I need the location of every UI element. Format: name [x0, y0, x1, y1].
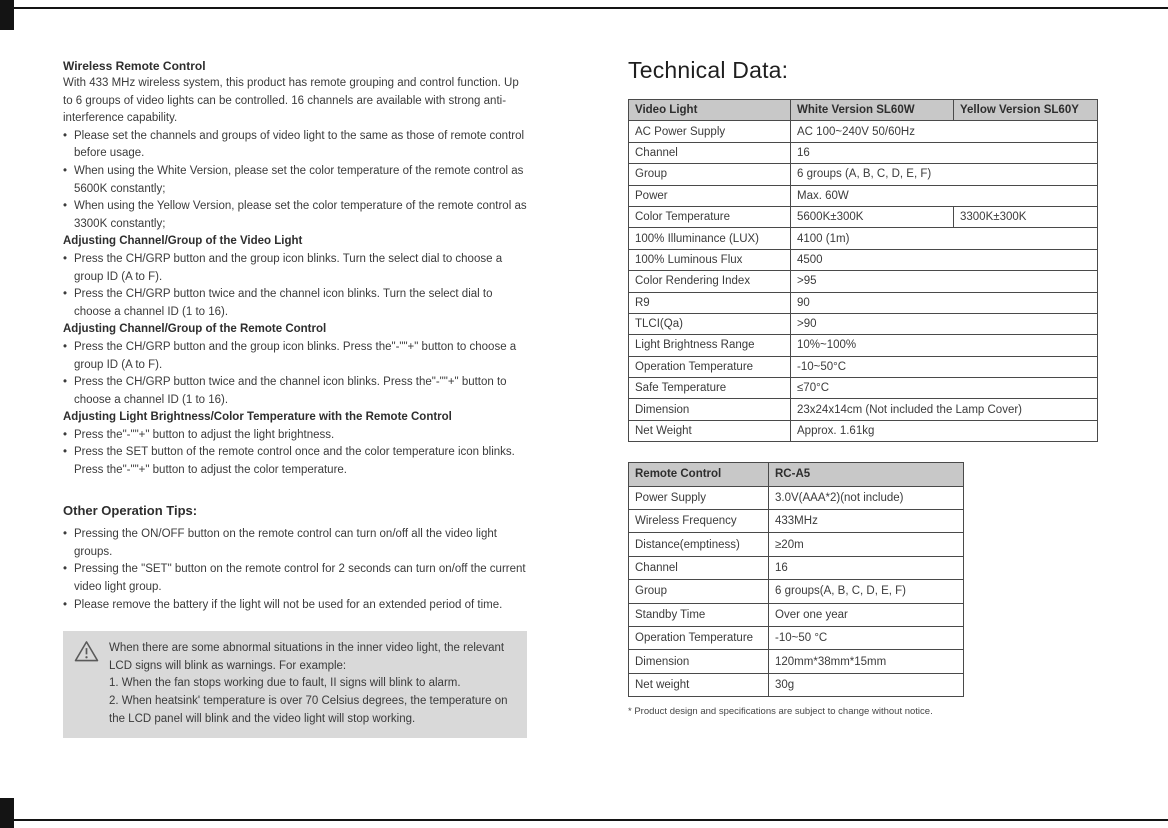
table-row: [629, 313, 1098, 334]
spec-value: 90: [791, 292, 1098, 313]
spec-value: >90: [791, 313, 1098, 334]
table-header-row: [629, 463, 964, 486]
adjust-brightness-list: [63, 427, 529, 480]
table-row: [629, 626, 964, 649]
spec-value: Approx. 1.61kg: [791, 420, 1098, 441]
spec-value: 120mm*38mm*15mm: [769, 650, 964, 673]
spec-value-yellow: 3300K±300K: [954, 206, 1098, 227]
table-row: [629, 399, 1098, 420]
warning-triangle-icon: [74, 640, 99, 662]
spec-value: 6 groups (A, B, C, D, E, F): [791, 164, 1098, 185]
spec-value: -10~50 °C: [769, 626, 964, 649]
table-row: [629, 185, 1098, 206]
spec-value: 433MHz: [769, 510, 964, 533]
spec-value: ≤70°C: [791, 378, 1098, 399]
table-row: [629, 378, 1098, 399]
warning-text-line: 1. When the fan stops working due to fault, II signs will blink to alarm.: [109, 677, 461, 690]
spec-label: Power: [629, 185, 791, 206]
adjust-remote-control-list: [63, 339, 529, 409]
spec-value: 16: [791, 142, 1098, 163]
spec-value: 4500: [791, 249, 1098, 270]
specifications-footnote: * Product design and specifications are subject to change without notice.: [628, 706, 933, 718]
table-row: [629, 673, 964, 696]
spec-label: Power Supply: [629, 486, 769, 509]
subheading-adjust-video-light: Adjusting Channel/Group of the Video Light: [63, 235, 303, 248]
spec-label: Dimension: [629, 650, 769, 673]
spec-label: AC Power Supply: [629, 121, 791, 142]
spec-value: 3.0V(AAA*2)(not include): [769, 486, 964, 509]
video-light-spec-table: [628, 99, 1098, 442]
spec-label: Channel: [629, 142, 791, 163]
wireless-bullet-list: [63, 128, 529, 234]
column-header: Yellow Version SL60Y: [954, 100, 1098, 121]
spec-label: TLCI(Qa): [629, 313, 791, 334]
table-row: [629, 121, 1098, 142]
column-header: Remote Control: [629, 463, 769, 486]
table-row: [629, 650, 964, 673]
table-row: [629, 164, 1098, 185]
spec-value: Over one year: [769, 603, 964, 626]
table-row: [629, 556, 964, 579]
spec-label: Distance(emptiness): [629, 533, 769, 556]
list-item: • Pressing the ON/OFF button on the remote control can turn on/off all the video light groups.: [63, 526, 529, 561]
list-item: • Press the CH/GRP button and the group icon blinks. Press the"-""+" button to choose a group ID (A to F).: [63, 339, 529, 374]
table-row: [629, 510, 964, 533]
adjust-video-light-list: [63, 251, 529, 321]
remote-control-spec-table: [628, 462, 964, 697]
table-row: [629, 271, 1098, 292]
crop-mark-top-left: [0, 0, 14, 30]
spec-label: 100% Illuminance (LUX): [629, 228, 791, 249]
crop-mark-bottom-left: [0, 798, 14, 828]
column-header: White Version SL60W: [791, 100, 954, 121]
table-row: [629, 206, 1098, 227]
spec-label: Group: [629, 580, 769, 603]
page-title-technical-data: Technical Data:: [628, 57, 789, 83]
spec-label: Color Rendering Index: [629, 271, 791, 292]
list-item: • Press the CH/GRP button and the group icon blinks. Turn the select dial to choose a group ID (A to F).: [63, 251, 529, 286]
spec-value: AC 100~240V 50/60Hz: [791, 121, 1098, 142]
spec-label: Standby Time: [629, 603, 769, 626]
spec-label: Net Weight: [629, 420, 791, 441]
left-column: [63, 57, 529, 738]
spec-label: Group: [629, 164, 791, 185]
spec-label: Net weight: [629, 673, 769, 696]
right-column: [628, 57, 1100, 717]
spec-label: Safe Temperature: [629, 378, 791, 399]
subheading-adjust-remote-control: Adjusting Channel/Group of the Remote Control: [63, 323, 327, 336]
spec-label: R9: [629, 292, 791, 313]
table-row: [629, 533, 964, 556]
list-item: • Press the CH/GRP button twice and the channel icon blinks. Press the"-""+" button to choose a channel ID (1 to 16).: [63, 374, 529, 409]
spec-label: Wireless Frequency: [629, 510, 769, 533]
table-header-row: [629, 100, 1098, 121]
table-row: [629, 292, 1098, 313]
crop-mark-top-line: [0, 7, 1168, 9]
section-title-other-operation-tips: Other Operation Tips:: [63, 502, 198, 518]
table-row: [629, 486, 964, 509]
list-item: • When using the White Version, please set the color temperature of the remote control as 5600K constantly;: [63, 163, 529, 198]
spec-value: 4100 (1m): [791, 228, 1098, 249]
table-row: [629, 335, 1098, 356]
spec-value: 6 groups(A, B, C, D, E, F): [769, 580, 964, 603]
warning-box: [63, 631, 527, 738]
warning-text-line: When there are some abnormal situations in the inner video light, the relevant LCD signs will blink as warnings. For example:: [109, 642, 505, 672]
spec-value: 10%~100%: [791, 335, 1098, 356]
spec-label: Color Temperature: [629, 206, 791, 227]
section-title-wireless-remote-control: Wireless Remote Control: [63, 59, 206, 73]
list-item: • Please remove the battery if the light will not be used for an extended period of time.: [63, 597, 529, 615]
spec-label: 100% Luminous Flux: [629, 249, 791, 270]
spec-value: 30g: [769, 673, 964, 696]
spec-label: Light Brightness Range: [629, 335, 791, 356]
tips-bullet-list: [63, 526, 529, 614]
table-row: [629, 580, 964, 603]
column-header: RC-A5: [769, 463, 964, 486]
subheading-adjust-brightness: Adjusting Light Brightness/Color Temperature with the Remote Control: [63, 411, 452, 424]
spec-label: Operation Temperature: [629, 356, 791, 377]
list-item: • Pressing the "SET" button on the remote control for 2 seconds can turn on/off the current video light group.: [63, 561, 529, 596]
spec-value: Max. 60W: [791, 185, 1098, 206]
list-item: • Press the CH/GRP button twice and the channel icon blinks. Turn the select dial to choose a channel ID (1 to 16).: [63, 286, 529, 321]
crop-mark-bottom-line: [0, 819, 1168, 821]
list-item: • Please set the channels and groups of video light to the same as those of remote control before usage.: [63, 128, 529, 163]
spec-value: >95: [791, 271, 1098, 292]
table-row: [629, 142, 1098, 163]
spec-value: ≥20m: [769, 533, 964, 556]
table-row: [629, 420, 1098, 441]
warning-text-line: 2. When heatsink' temperature is over 70 Celsius degrees, the temperature on the LCD panel will blink and the video light will stop working.: [109, 695, 508, 725]
table-row: [629, 249, 1098, 270]
table-row: [629, 603, 964, 626]
column-header: Video Light: [629, 100, 791, 121]
list-item: • Press the SET button of the remote control once and the color temperature icon blinks. Press the"-""+" button to adjust the color temperature.: [63, 444, 529, 479]
spec-label: Dimension: [629, 399, 791, 420]
table-row: [629, 356, 1098, 377]
list-item: • Press the"-""+" button to adjust the light brightness.: [63, 427, 529, 445]
spec-value: 23x24x14cm (Not included the Lamp Cover): [791, 399, 1098, 420]
list-item: • When using the Yellow Version, please set the color temperature of the remote control as 3300K constantly;: [63, 198, 529, 233]
spec-value: -10~50°C: [791, 356, 1098, 377]
spec-label: Operation Temperature: [629, 626, 769, 649]
spec-value-white: 5600K±300K: [791, 206, 954, 227]
table-row: [629, 228, 1098, 249]
spec-label: Channel: [629, 556, 769, 579]
spec-value: 16: [769, 556, 964, 579]
wireless-intro-paragraph: With 433 MHz wireless system, this product has remote grouping and control function. Up to 6 groups of video lights can be controlled. 16 channels are available with strong anti-interference capability.: [63, 77, 519, 125]
